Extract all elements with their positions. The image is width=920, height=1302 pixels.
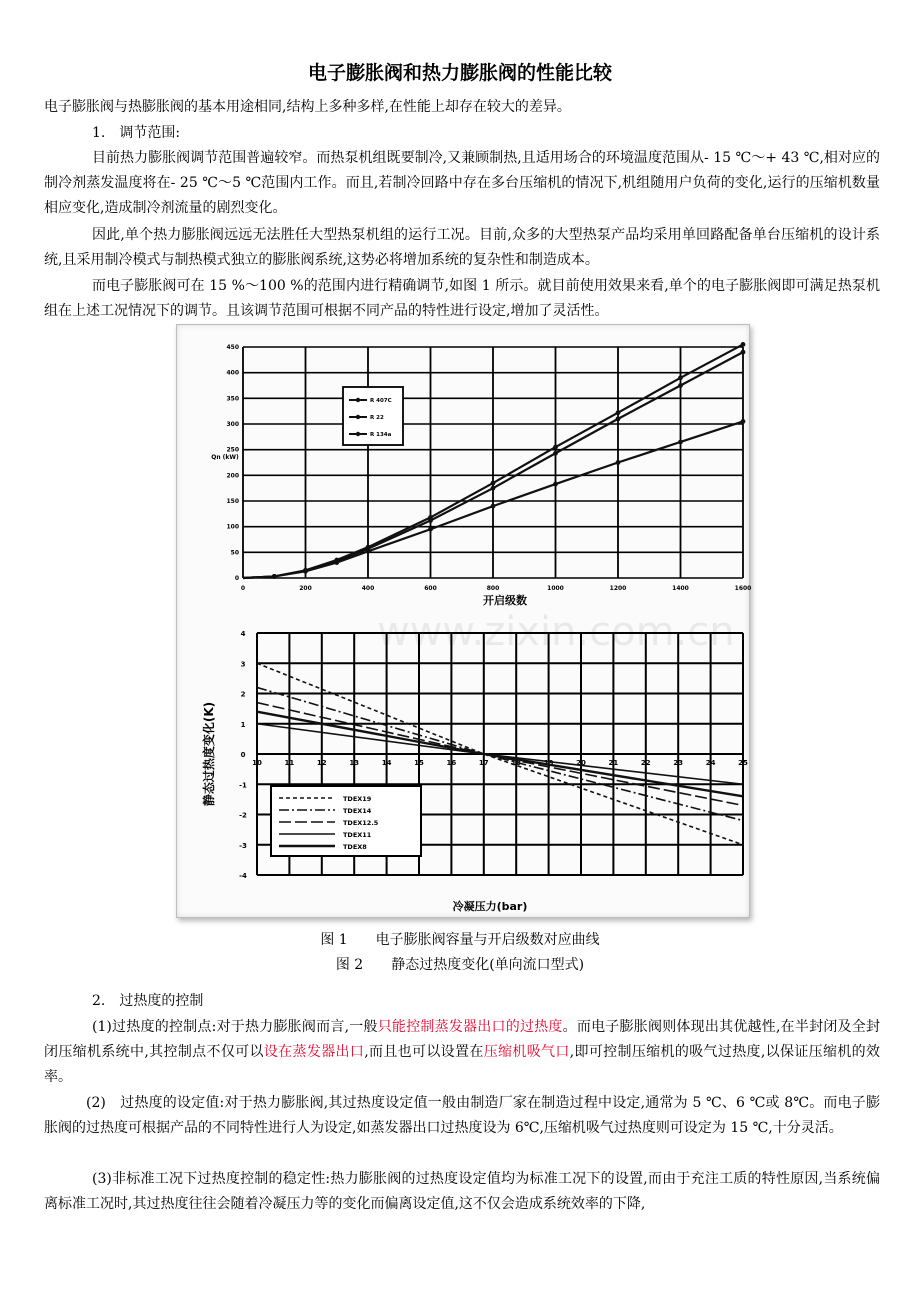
chart2-x-tick-label: 15 (414, 759, 424, 767)
chart1-legend-label: R 407C (370, 398, 392, 404)
chart1-data-point (491, 481, 496, 486)
chart2-x-tick-label: 19 (543, 759, 554, 767)
section1-heading: 1. 调节范围: (92, 125, 181, 141)
item1-text-b: 。而电子膨胀阀则体现出其优越性,在半封闭及全封闭压缩机系统中,其控制点不仅可以 (44, 1019, 881, 1060)
section1-paragraph-3: 而电子膨胀阀可在 15 %～100 %的范围内进行精确调节,如图 1 所示。就目前使用效果来看,单个的电子膨胀阀即可满足热泵机组在上述工况情况下的调节。且该调节范围可根据不同产品的特性进行设定,增加了灵活性。 (44, 278, 880, 319)
chart1-data-point (303, 569, 308, 574)
chart1-data-point (616, 460, 621, 465)
chart2-y-tick-label: 2 (240, 690, 246, 699)
chart-capacity-vs-steps (211, 342, 751, 607)
figure-caption-1: 图 1 电子膨胀阀容量与开启级数对应曲线 (320, 932, 600, 948)
chart1-y-tick-label: 50 (230, 549, 239, 557)
chart1-data-point (678, 440, 683, 445)
chart1-y-tick-label: 0 (234, 575, 239, 582)
chart1-data-point (491, 504, 496, 509)
figure-svg (177, 325, 752, 917)
chart1-legend-marker (356, 432, 360, 436)
chart2-x-tick-label: 22 (640, 759, 651, 767)
chart1-data-point (616, 410, 621, 415)
section2-heading: 2. 过热度的控制 (92, 993, 204, 1009)
chart2-y-tick-label: -4 (239, 872, 247, 880)
chart1-x-tick-label: 1400 (672, 585, 689, 592)
section2-item-2: (2) 过热度的设定值:对于热力膨胀阀,其过热度设定值一般由制造厂家在制造过程中设定,通常为 5 ℃、6 ℃或 8℃。而电子膨胀阀的过热度可根据产品的不同特性进行人为设定,如蒸发器出口过热度设为 6℃,压缩机吸气过热度则可设定为 15 ℃,十分灵活。 (44, 1095, 880, 1136)
chart1-data-point (272, 574, 277, 579)
chart1-data-point (553, 445, 558, 450)
chart2-x-tick-label: 24 (705, 759, 716, 767)
chart1-x-tick-label: 1600 (734, 585, 752, 592)
chart2-y-tick-label: 1 (240, 720, 246, 729)
chart1-data-point (428, 527, 433, 532)
chart2-x-tick-label: 11 (284, 759, 295, 767)
chart1-x-tick-label: 400 (361, 585, 375, 592)
chart1-data-point (366, 549, 371, 554)
chart1-data-point (678, 375, 683, 380)
chart1-x-tick-label: 1200 (609, 585, 627, 592)
chart1-y-axis-label: Qn (kW) (211, 454, 239, 461)
chart2-y-tick-label: 0 (240, 751, 246, 759)
chart2-x-tick-label: 17 (478, 759, 489, 767)
chart2-y-tick-label: -1 (239, 781, 247, 790)
page-title: 电子膨胀阀和热力膨胀阀的性能比较 (307, 62, 612, 84)
chart1-y-tick-label: 300 (226, 421, 239, 428)
chart2-x-tick-label: 10 (252, 759, 262, 767)
chart1-y-tick-label: 400 (226, 369, 239, 377)
chart1-x-tick-label: 800 (486, 585, 500, 592)
chart2-x-tick-label: 18 (511, 759, 522, 767)
chart1-x-tick-label: 0 (240, 585, 246, 592)
chart1-y-tick-label: 250 (226, 446, 239, 454)
section1-paragraph-1: 目前热力膨胀阀调节范围普遍较窄。而热泵机组既要制冷,又兼顾制热,且适用场合的环境温度范围从- 15 ℃～+ 43 ℃,相对应的制冷剂蒸发温度将在- 25 ℃～5 ℃范围内工作。而且,若制冷回路中存在多台压缩机的情况下,机组随用户负荷的变化,运行的压缩机数量相应变化,造成制冷剂流量的剧烈变化。 (44, 150, 880, 216)
chart1-data-point (334, 560, 339, 565)
chart1-x-axis-label: 开启级数 (483, 594, 527, 607)
section1-paragraph-2: 因此,单个热力膨胀阀远远无法胜任大型热泵机组的运行工况。目前,众多的大型热泵产品均采用单回路配备单台压缩机的设计系统,且采用制冷模式与制热模式独立的膨胀阀系统,这势必将增加系统的复杂性和制造成本。 (44, 227, 880, 268)
intro-paragraph: 电子膨胀阀与热膨胀阀的基本用途相同,结构上多种多样,在性能上却存在较大的差异。 (44, 99, 571, 115)
chart2-x-tick-label: 25 (738, 759, 748, 767)
chart1-legend-marker (356, 415, 360, 419)
chart1-y-tick-label: 200 (226, 472, 239, 480)
chart2-y-tick-label: -3 (239, 841, 247, 850)
chart2-x-tick-label: 12 (316, 759, 327, 767)
chart1-data-point (616, 416, 621, 421)
chart2-x-axis-label: 冷凝压力(bar) (452, 900, 528, 913)
chart2-legend-label: TDEX19 (343, 795, 372, 803)
chart2-x-tick-label: 23 (673, 759, 684, 767)
item1-text-d: ,即可控制压缩机的吸气过热度,以保证压缩机的效率。 (44, 1044, 881, 1085)
item1-text-a: (1)过热度的控制点:对于热力膨胀阀而言,一般 (92, 1019, 378, 1035)
section2-item-3: (3)非标准工况下过热度控制的稳定性:热力膨胀阀的过热度设定值均为标准工况下的设置,而由于充注工质的特性原因,当系统偏离标准工况时,其过热度往往会随着冷凝压力等的变化而偏离设定值,这不仅会造成系统效率的下降, (44, 1171, 880, 1212)
highlight-evaporator-outlet: 设在蒸发器出口 (263, 1044, 365, 1060)
chart1-data-point (491, 486, 496, 491)
watermark-text: www.zixin.com.cn (377, 609, 735, 655)
chart1-x-tick-label: 1000 (547, 585, 564, 592)
highlight-evaporator-outlet-only: 只能控制蒸发器出口的过热度 (377, 1019, 563, 1035)
chart1-legend-marker (356, 398, 360, 402)
chart-static-superheat (201, 630, 748, 913)
section2-item-1 (44, 1015, 880, 1090)
chart2-y-tick-label: -2 (239, 811, 247, 820)
chart1-data-point (741, 419, 746, 424)
chart2-x-tick-label: 20 (576, 759, 586, 767)
chart1-x-tick-label: 200 (299, 585, 312, 592)
chart1-data-point (741, 350, 746, 355)
figure-caption-2: 图 2 静态过热度变化(单向流口型式) (335, 957, 585, 973)
highlight-compressor-suction: 压缩机吸气口 (483, 1044, 570, 1060)
chart2-x-tick-label: 13 (349, 759, 360, 767)
chart2-y-tick-label: 3 (240, 660, 246, 669)
chart2-x-tick-label: 14 (381, 759, 392, 767)
chart2-legend-label: TDEX11 (343, 831, 372, 839)
chart1-legend-label: R 22 (370, 415, 384, 421)
figure-box (176, 324, 750, 918)
chart2-y-axis-label: 静态过热度变化(K) (202, 701, 216, 807)
chart1-data-point (553, 451, 558, 456)
chart2-x-tick-label: 21 (608, 759, 619, 767)
chart1-data-point (678, 383, 683, 388)
chart1-legend-label: R 134a (370, 432, 392, 438)
chart1-data-point (428, 518, 433, 523)
chart1-y-tick-label: 100 (226, 523, 239, 531)
item1-text-c: ,而且也可以设置在 (364, 1044, 484, 1060)
chart1-y-tick-label: 450 (226, 344, 239, 351)
chart2-legend-label: TDEX14 (343, 807, 372, 815)
chart1-x-tick-label: 600 (424, 585, 437, 592)
chart1-y-tick-label: 150 (226, 498, 239, 505)
chart2-legend-label: TDEX12.5 (343, 819, 379, 827)
chart1-data-point (553, 482, 558, 487)
chart1-data-point (741, 342, 746, 347)
chart1-y-tick-label: 350 (226, 395, 239, 403)
chart2-legend-label: TDEX8 (343, 843, 367, 851)
chart2-y-tick-label: 4 (240, 630, 246, 638)
chart2-x-tick-label: 16 (446, 759, 457, 767)
